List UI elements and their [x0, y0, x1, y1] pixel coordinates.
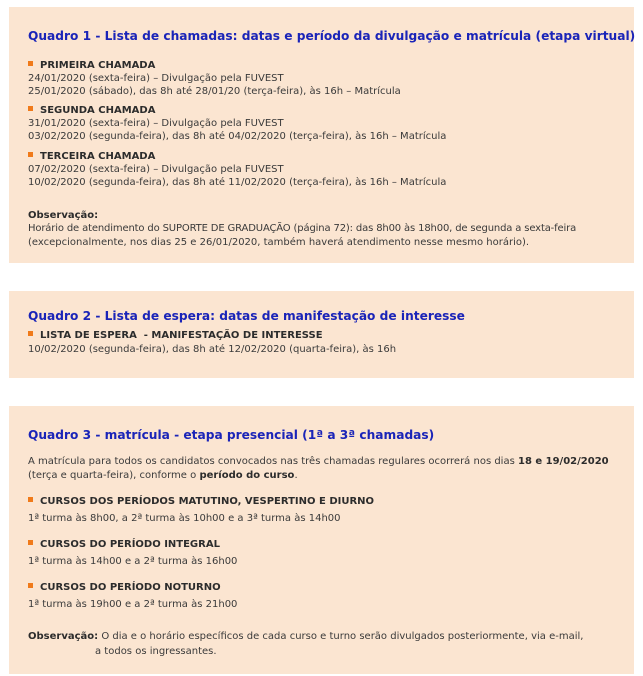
call-label-primeira: PRIMEIRA CHAMADA — [28, 60, 155, 71]
course-label-integral: CURSOS DO PERÍODO INTEGRAL — [28, 539, 220, 550]
quadro-1-title: Quadro 1 - Lista de chamadas: datas e período da divulgação e matrícula (etapa virtual) — [28, 29, 636, 43]
course-schedule: 1ª turma às 19h00 e a 2ª turma às 21h00 — [28, 599, 238, 610]
course-label-noturno: CURSOS DO PERÍODO NOTURNO — [28, 582, 221, 593]
course-schedule: 1ª turma às 14h00 e a 2ª turma às 16h00 — [28, 556, 238, 567]
call-label-terceira: TERCEIRA CHAMADA — [28, 151, 155, 162]
call-line-divulgacao: 24/01/2020 (sexta-feira) – Divulgação pela FUVEST — [28, 73, 284, 84]
quadro-2-box — [9, 291, 634, 378]
quadro-1-box — [9, 7, 634, 263]
call-line-matricula: 25/01/2020 (sábado), das 8h até 28/01/20 (terça-feira), às 16h – Matrícula — [28, 86, 401, 97]
call-line-matricula: 03/02/2020 (segunda-feira), das 8h até 04/02/2020 (terça-feira), às 16h – Matrícula — [28, 131, 447, 142]
quadro-3-box — [9, 406, 634, 674]
square-bullet-icon — [28, 497, 33, 502]
quadro-3-title: Quadro 3 - matrícula - etapa presencial (1ª a 3ª chamadas) — [28, 428, 435, 442]
call-line-divulgacao: 07/02/2020 (sexta-feira) – Divulgação pela FUVEST — [28, 164, 284, 175]
square-bullet-icon — [28, 331, 33, 336]
square-bullet-icon — [28, 540, 33, 545]
observation-text: (excepcionalmente, nos dias 25 e 26/01/2020, também haverá atendimento nesse mesmo horário). — [28, 237, 530, 248]
square-bullet-icon — [28, 106, 33, 111]
intro-dates: 18 e 19/02/2020 — [517, 456, 609, 467]
course-schedule: 1ª turma às 8h00, a 2ª turma às 10h00 e a 3ª turma às 14h00 — [28, 513, 341, 524]
observation-label: Observação: — [28, 210, 99, 221]
waitlist-dates: 10/02/2020 (segunda-feira), das 8h até 12/02/2020 (quarta-feira), às 16h — [28, 344, 397, 355]
square-bullet-icon — [28, 152, 33, 157]
waitlist-label: LISTA DE ESPERA - MANIFESTAÇÃO DE INTERESSE — [28, 330, 323, 341]
intro-text: A matrícula para todos os candidatos convocados nas três chamadas regulares ocorrerá nos dias 18 e 19/02/2020 — [28, 456, 609, 467]
square-bullet-icon — [28, 583, 33, 588]
intro-text: (terça e quarta-feira), conforme o período do curso. — [28, 470, 298, 481]
observation-text: Observação: O dia e o horário específicos de cada curso e turno serão divulgados posteriormente, via e-mail, — [28, 631, 584, 642]
square-bullet-icon — [28, 61, 33, 66]
call-label-segunda: SEGUNDA CHAMADA — [28, 105, 155, 116]
observation-label: Observação: — [28, 631, 99, 642]
call-line-matricula: 10/02/2020 (segunda-feira), das 8h até 11/02/2020 (terça-feira), às 16h – Matrícula — [28, 177, 447, 188]
call-line-divulgacao: 31/01/2020 (sexta-feira) – Divulgação pela FUVEST — [28, 118, 284, 129]
intro-period: período do curso — [199, 470, 295, 481]
quadro-2-title: Quadro 2 - Lista de espera: datas de manifestação de interesse — [28, 309, 465, 323]
course-label-matutino: CURSOS DOS PERÍODOS MATUTINO, VESPERTINO E DIURNO — [28, 496, 374, 507]
observation-text: a todos os ingressantes. — [95, 646, 217, 657]
observation-text: Horário de atendimento do SUPORTE DE GRADUAÇÃO (página 72): das 8h00 às 18h00, de segunda a sexta-feira — [28, 223, 577, 234]
